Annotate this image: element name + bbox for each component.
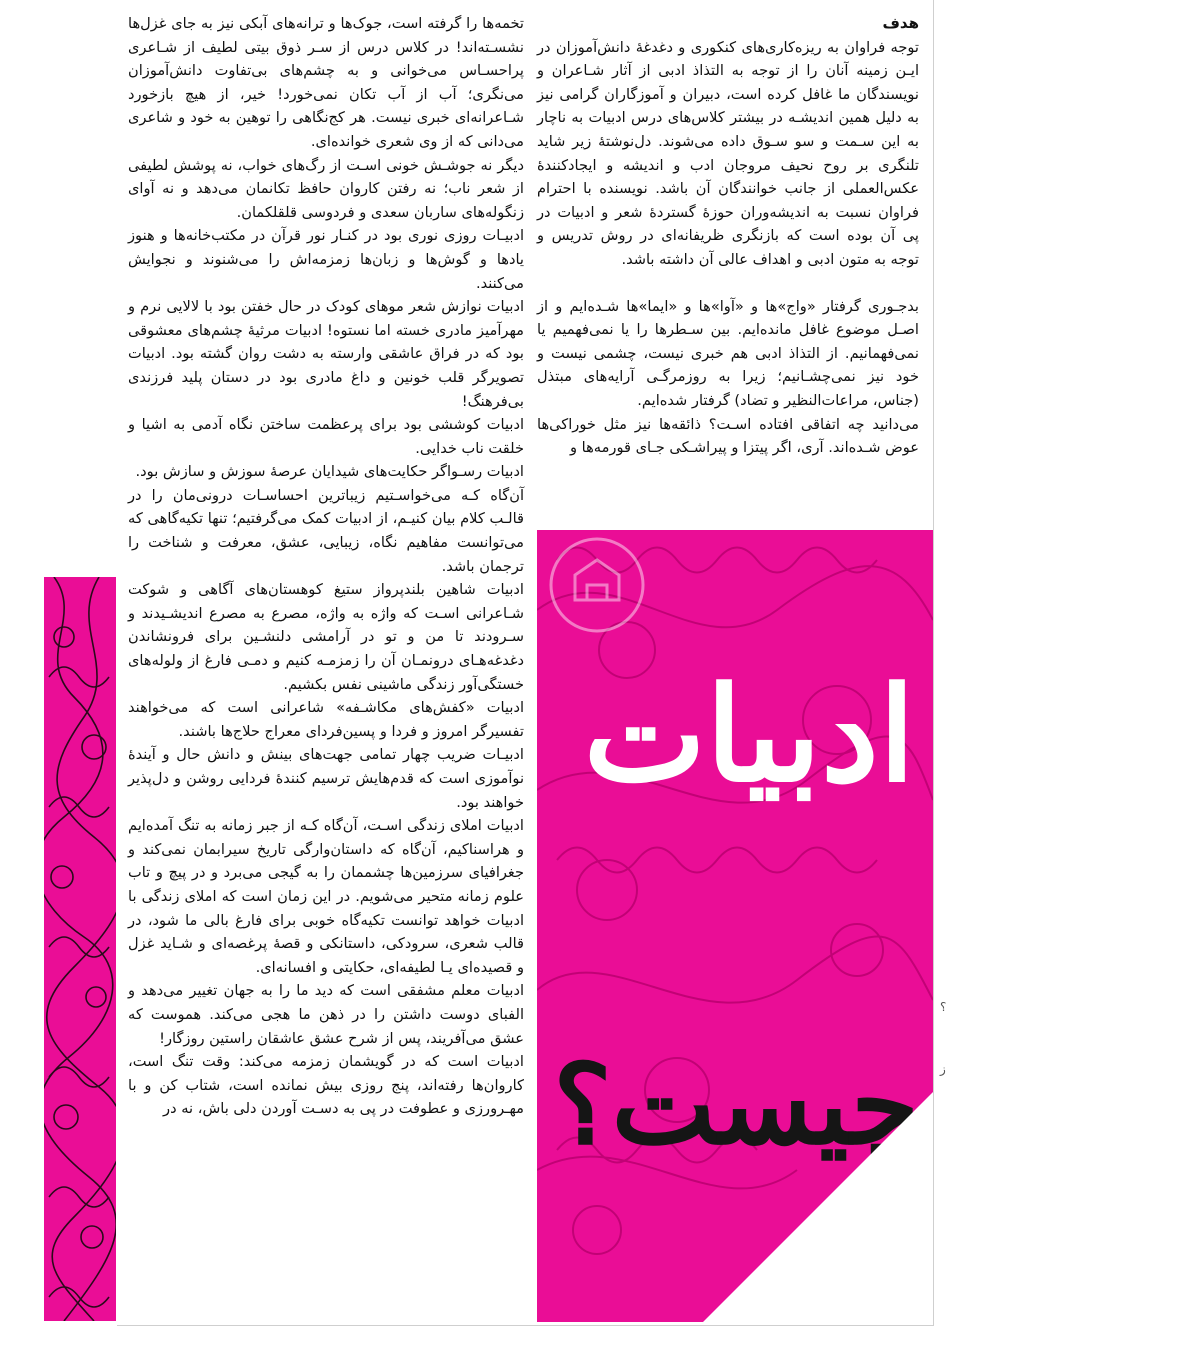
body-paragraph: ادبیات «کفش‌های مکاشـفه» شاعرانی است که می‌خواهند تفسیرگر امروز و فردا و پسین‌فردای معراج حلاج‌ها باشند. xyxy=(128,699,524,740)
body-paragraph: بدجـوری گرفتار «واج»ها و «آوا»ها و «ایما»ها شـده‌ایم و از اصـل موضوع غافل مانده‌ایم. بین سـطرها را یا نمی‌فهمیم یا نمی‌فهمانیم. از التذاذ ادبی هم خبری نیست، چشمی نیست و خود نیز نمی‌چشـانیم؛ زیرا به روزمرگـی آرایه‌های مبتذل (جناس، مراعات‌النظیر و تضاد) گرفتار شده‌ایم. xyxy=(537,297,919,409)
left-column xyxy=(128,12,524,1121)
stray-glyph: ؟ xyxy=(940,1000,947,1014)
floral-pattern-icon xyxy=(44,577,116,1321)
title-word-literature: ادبیات xyxy=(583,658,915,811)
body-paragraph: ادبیات کوششی بود برای پرعظمت ساختن نگاه آدمی به اشیا و خلقت ناب خدایی. xyxy=(128,416,524,457)
body-paragraph: آن‌گاه کـه می‌خواسـتیم زیباترین احساسـات درونی‌مان را در قالـب کلام بیان کنیـم، از ادبیات کمک می‌گرفتیم؛ تنها تکیه‌گاهی که می‌توانست مفاهیم نگاه، زیبایی، عشق، معرفت و شناخت را ترجمان باشد. xyxy=(128,486,524,575)
page-fold-corner xyxy=(703,1092,933,1322)
body-paragraph: ادبیات املای زندگی اسـت، آن‌گاه کـه از جبر زمانه به تنگ آمده‌ایم و هراسناکیم، آن‌گاه که داستان‌وارگی تاریخ سیرابمان نمی‌کند و جغرافیای سرزمین‌ها چشممان را به گیجی می‌برد و در پیچ و تاب علوم زمانه متحیر می‌شویم. در این زمان است که املای زندگی با ادبیات خواهد توانست تکیه‌گاه خوبی برای فارغ بالی ما شود، در قالب شعری، سرودکی، داستانکی و قصهٔ پرغصه‌ای و شـاید غزل و قصیده‌ای یـا لطیفه‌ای، حکایتی و افسانه‌ای. xyxy=(128,817,524,976)
decorative-pattern-strip xyxy=(44,577,116,1321)
section-heading: هدف xyxy=(882,14,919,32)
stray-glyph: ز xyxy=(940,1062,946,1076)
intro-paragraph: توجه فراوان به ریزه‌کاری‌های کنکوری و دغدغهٔ دانش‌آموزان در ایـن زمینه آنان را از توجه به التذاذ ادبی از آثار شـاعران و نویسندگان ما غافل کرده است، دبیران و آموزگاران گرامی نیز به دلیل همین اندیشـه در بیشتر کلاس‌های درس ادبیات به ناچار به این سـمت و سو سـوق داده می‌شوند. دل‌نوشتهٔ زیر شاید تلنگری بر روح نحیف مروجان ادب و اندیشه و ایجادکنندهٔ عکس‌العملی از جانب خوانندگان آن باشد. نویسنده با احترام فراوان نسبت به اندیشه‌وران حوزهٔ گستردهٔ شعر و ادبیات در پی آن بوده است که بازنگری ظریفانه‌ای در روش تدریس و توجه به متون ادبی و اهداف عالی آن داشته باشد. xyxy=(537,38,919,268)
title-panel xyxy=(537,530,933,1322)
body-paragraph: تخمه‌ها را گرفته است، جوک‌ها و ترانه‌های آبکی نیز به جای غزل‌ها نشسـته‌اند! در کلاس درس از سـر ذوق بیتی لطیف از شـاعری پراحسـاس می‌خوانی و به چشم‌های بی‌تفاوت دانش‌آموزان می‌نگری؛ آب از آب تکان نمی‌خورد! خیر، از هیچ بازخورد شـاعرانه‌ای خبری نیست. هر کج‌نگاهی را توهین به خود و شاعری می‌دانی که از وی شعری خوانده‌ای. xyxy=(128,15,524,150)
body-paragraph: ادبیات نوازش شعر موهای کودک در حال خفتن بود با لالایی نرم و مهرآمیز مادری خسته اما نستوه! ادبیات مرثیهٔ چشم‌های معشوقی بود که در فراق عاشقی وارسته به دشت روان گشته بود. ادبیات تصویرگر قلب خونین و داغ مادری بود در دستان پلید فرزندی بی‌فرهنگ! xyxy=(128,298,524,410)
right-column xyxy=(537,12,919,460)
body-paragraph: ادبیـات روزی نوری بود در کنـار نور قرآن در مکتب‌خانه‌ها و هنوز یادها و گوش‌ها و زبان‌ها زمزمه‌اش را می‌شنوند و نجوایش می‌کنند. xyxy=(128,227,524,292)
body-paragraph: ادبیات شاهین بلندپرواز ستیغ کوهستان‌های آگاهی و شوکت شـاعرانی اسـت که واژه به واژه، مصرع به مصرع اندیشـیدند و سـرودند تا من و تو در آرامشی دلنشـین برای فرونشاندن دغدغه‌هـای درونمـان آن را زمزمـه کنیم و دمـی فارغ از ولوله‌های خستگی‌آور زندگی ماشینی نفس بکشیم. xyxy=(128,581,524,693)
watermark-logo-icon xyxy=(537,530,657,640)
body-paragraph: می‌دانید چه اتفاقی افتاده اسـت؟ ذائقه‌ها نیز مثل خوراکی‌ها عوض شـده‌اند. آری، اگر پیتزا و پیراشـکی جـای قورمه‌ها و xyxy=(537,415,919,457)
body-paragraph: ادبیات معلم مشفقی است که دید ما را به جهان تغییر می‌دهد و الفبای دوست داشتن را در ذهن ما هجی می‌کند. هموست که عشق می‌آفریند، پس از شرح عشق عاشقان راستین روزگار! xyxy=(128,982,524,1047)
body-paragraph: ادبیـات ضریب چهار تمامی جهت‌های بینش و دانش حال و آیندهٔ نوآموزی است که قدم‌هایش ترسیم کنندهٔ فردایی روشن و دل‌پذیر خواهند بود. xyxy=(128,746,524,811)
title-word-what-is: چیست؟ xyxy=(553,1040,919,1169)
body-paragraph: دیگر نه جوشـش خونی اسـت از رگ‌های خواب، نه پوشش لطیفی از شعر ناب؛ نه رفتن کاروان حافظ تکانمان می‌دهد و نه آوای زنگوله‌های ساربان سعدی و فردوسی قلقلکمان. xyxy=(128,156,524,221)
body-paragraph: ادبیات است که در گویشمان زمزمه می‌کند: وقت تنگ است، کاروان‌ها رفته‌اند، پنج روزی بیش نمانده است، شتاب کن و با مهـرورزی و عطوفت در پی به دسـت آوردن دلی باش، نه در xyxy=(128,1053,524,1118)
body-paragraph: ادبیات رسـواگر حکایت‌های شیدایان عرصهٔ سوزش و سازش بود. xyxy=(135,463,524,481)
